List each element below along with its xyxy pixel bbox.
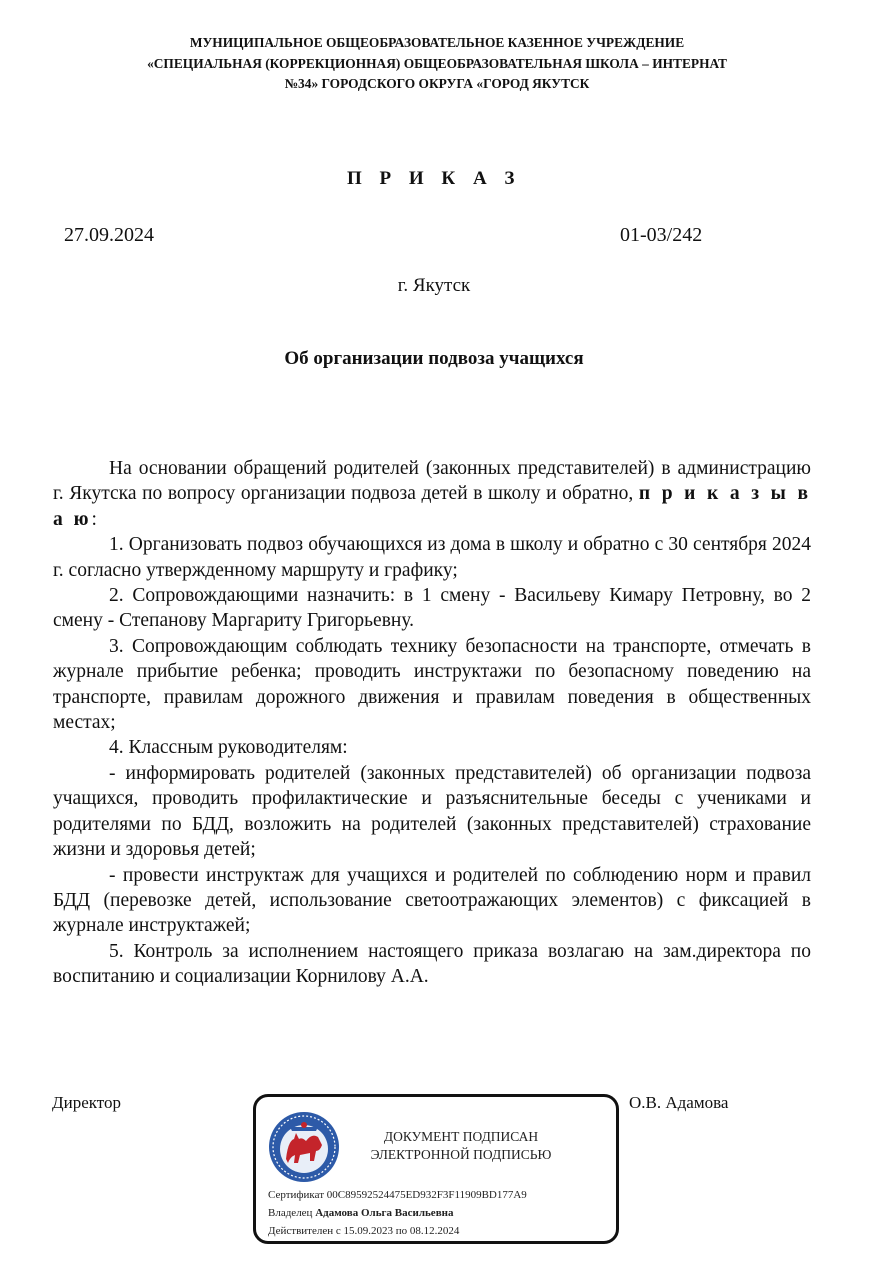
header-line-2: «СПЕЦИАЛЬНАЯ (КОРРЕКЦИОННАЯ) ОБЩЕОБРАЗОВАТЕЛЬНАЯ ШКОЛА – ИНТЕРНАТ	[147, 55, 727, 71]
certificate-label: Сертификат	[268, 1189, 324, 1201]
order-word: п р и к а з ы в а ю	[53, 483, 811, 530]
intro-text: На основании обращений родителей (законных представителей) в администрацию г. Якутска по вопросу организации подвоза детей в школу и обратно,	[53, 458, 811, 505]
order-item-1: 1. Организовать подвоз обучающихся из дома в школу и обратно с 30 сентября 2024 г. согласно утвержденному маршруту и графику;	[53, 534, 811, 581]
stamp-title	[351, 1128, 571, 1164]
owner-line	[268, 1207, 453, 1219]
e-signature-stamp	[253, 1094, 619, 1244]
header-line-1: МУНИЦИПАЛЬНОЕ ОБЩЕОБРАЗОВАТЕЛЬНОЕ КАЗЕННОЕ УЧРЕЖДЕНИЕ	[189, 35, 685, 50]
sakha-coat-of-arms-icon	[268, 1111, 340, 1183]
school-header	[40, 33, 834, 95]
order-subject: Об организации подвоза учащихся	[284, 348, 584, 369]
order-item-4b: - провести инструктаж для учащихся и родителей по соблюдению норм и правил БДД (перевозке детей, использование светоотражающих элементов) с фиксацией в журнале инструктажей;	[53, 864, 811, 937]
intro-end: :	[91, 508, 97, 530]
order-item-4a: - информировать родителей (законных представителей) об организации подвоза учащихся, проводить профилактические и разъяснительные беседы с учениками и родителями по БДД, возложить на родителей (законных представителей) страхование жизни и здоровья детей;	[53, 762, 811, 861]
signature-name: О.В. Адамова	[629, 1093, 729, 1112]
certificate-line	[268, 1189, 527, 1201]
stamp-title-line-2: ЭЛЕКТРОННОЙ ПОДПИСЬЮ	[370, 1147, 552, 1162]
header-line-3: №34» ГОРОДСКОГО ОКРУГА «ГОРОД ЯКУТСК	[284, 76, 590, 91]
owner-label: Владелец	[268, 1207, 313, 1219]
order-date: 27.09.2024	[64, 224, 154, 246]
certificate-value: 00C89592524475ED932F3F11909BD177A9	[326, 1189, 527, 1201]
intro-paragraph	[53, 456, 811, 532]
order-body	[53, 456, 811, 990]
order-item-4: 4. Классным руководителям:	[109, 737, 348, 759]
order-item-3: 3. Сопровождающим соблюдать технику безопасности на транспорте, отмечать в журнале прибытие ребенка; проводить инструктажи по безопасному поведению на транспорте, правилам дорожного движения и правилам поведения в общественных местах;	[53, 635, 811, 734]
stamp-title-line-1: ДОКУМЕНТ ПОДПИСАН	[383, 1129, 539, 1144]
order-item-2: 2. Сопровождающими назначить: в 1 смену - Васильеву Кимару Петровну, во 2 смену - Степанову Маргариту Григорьевну.	[53, 585, 811, 632]
validity-line: Действителен с 15.09.2023 по 08.12.2024	[268, 1225, 460, 1237]
order-item-5: 5. Контроль за исполнением настоящего приказа возлагаю на зам.директора по воспитанию и социализации Корнилову А.А.	[53, 940, 811, 988]
signature-position: Директор	[52, 1093, 121, 1112]
order-number: 01-03/242	[620, 224, 703, 246]
order-title: П Р И К А З	[347, 168, 521, 189]
order-city: г. Якутск	[397, 275, 471, 296]
owner-value: Адамова Ольга Васильевна	[315, 1207, 454, 1219]
